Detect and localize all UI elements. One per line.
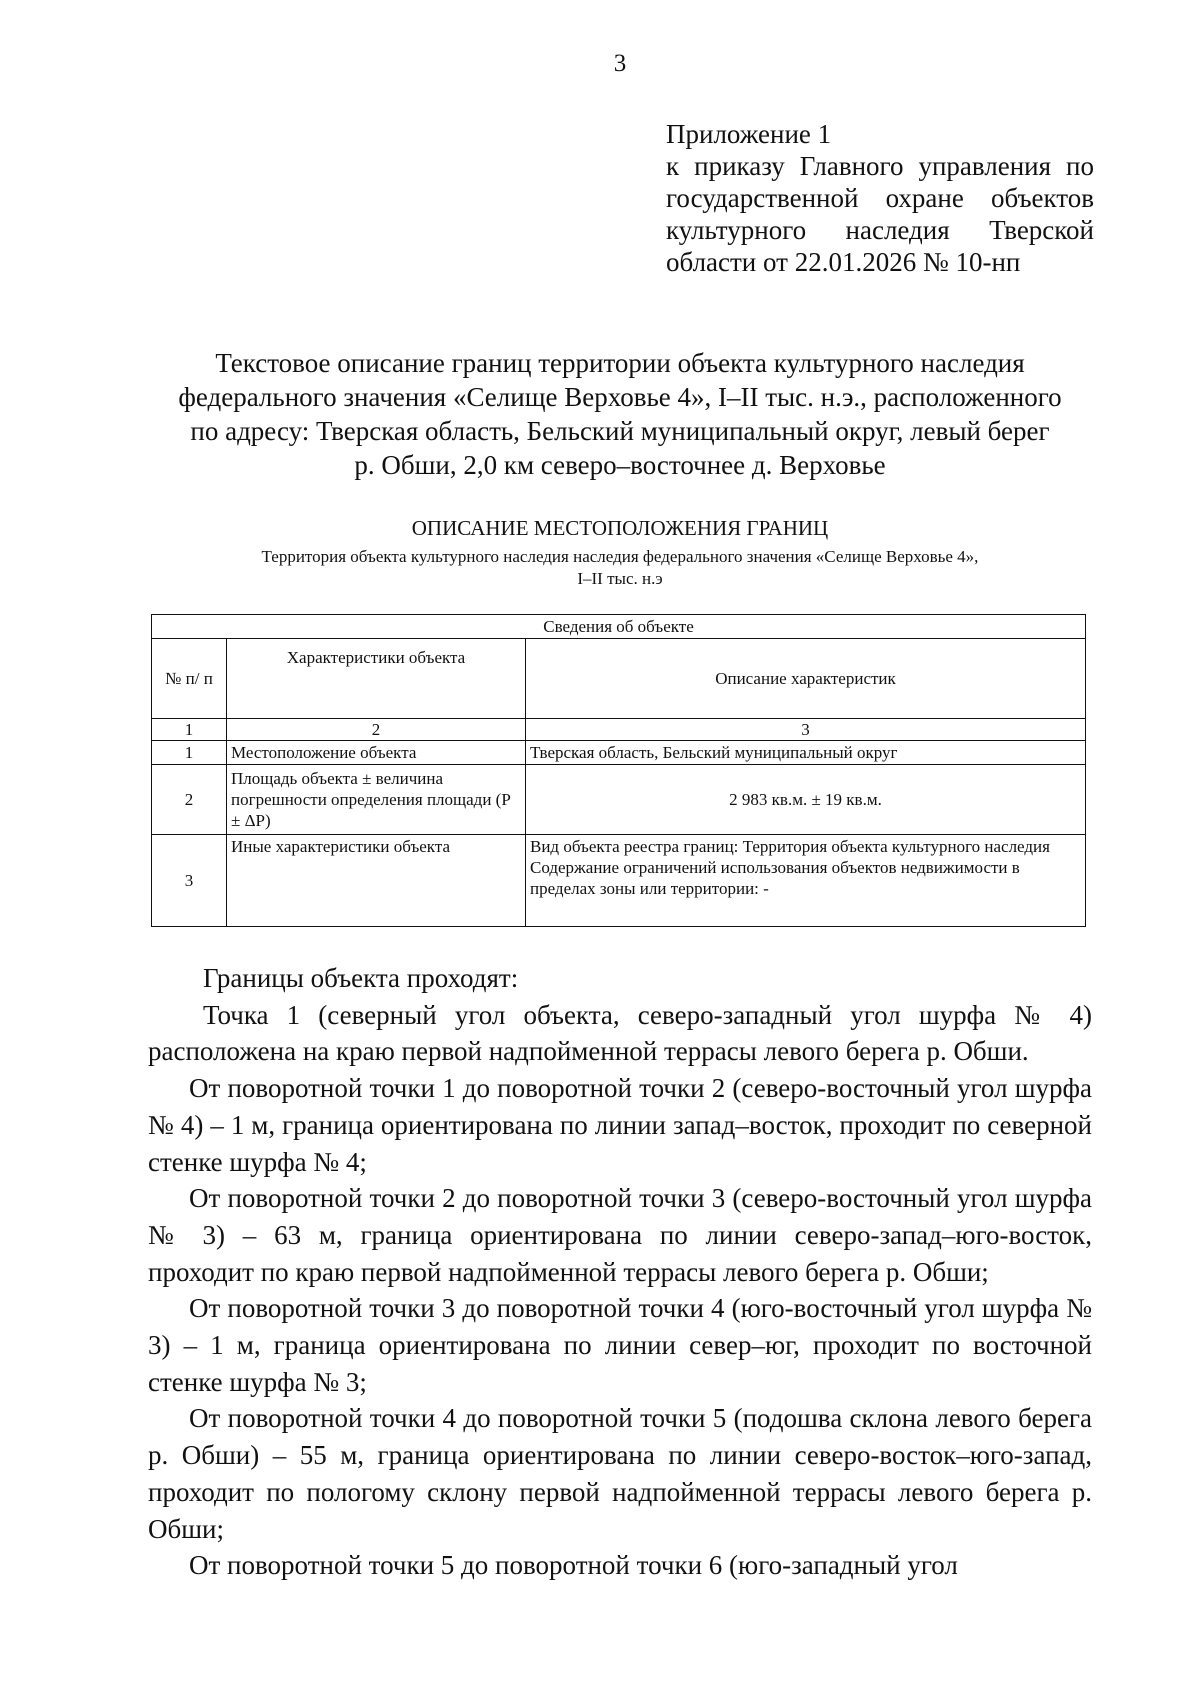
subtitle-line: Территория объекта культурного наследия наследия федерального значения «Селище Верховье 4», <box>261 547 979 566</box>
table-row <box>152 741 1086 765</box>
body-text <box>148 960 1092 1584</box>
table-column-numbers-row <box>152 719 1086 741</box>
row-number: 3 <box>152 835 227 927</box>
column-number: 1 <box>152 719 227 741</box>
row-description: 2 983 кв.м. ± 19 кв.м. <box>526 765 1086 835</box>
row-number: 1 <box>152 741 227 765</box>
body-paragraph: Границы объекта проходят: <box>203 963 519 993</box>
row-description: Тверская область, Бельский муниципальный округ <box>526 741 1086 765</box>
column-number: 3 <box>526 719 1086 741</box>
page-number: 3 <box>613 50 627 77</box>
row-number: 2 <box>152 765 227 835</box>
row-characteristic: Иные характеристики объекта <box>227 835 526 927</box>
row-description <box>526 835 1086 927</box>
header-number: № п/ п <box>152 639 227 719</box>
section-title: ОПИСАНИЕ МЕСТОПОЛОЖЕНИЯ ГРАНИЦ <box>411 516 829 540</box>
body-paragraph: Точка 1 (северный угол объекта, северо-западный угол шурфа № 4) расположена на краю первой надпойменной террасы левого берега р. Обши. <box>148 999 1092 1067</box>
section-subtitle <box>150 546 1090 590</box>
body-paragraph: От поворотной точки 5 до поворотной точки 6 (юго-западный угол <box>189 1550 958 1581</box>
appendix-block <box>666 118 1094 278</box>
body-paragraph: От поворотной точки 3 до поворотной точки 4 (юго-восточный угол шурфа № 3) – 1 м, граница ориентирована по линии север–юг, проходит по восточной стенке шурфа № 3; <box>148 1293 1092 1397</box>
row-characteristic: Местоположение объекта <box>227 741 526 765</box>
row-characteristic: Площадь объекта ± величина погрешности определения площади (Р ± ΔР) <box>227 765 526 835</box>
appendix-line: области от 22.01.2026 № 10-нп <box>666 247 1021 277</box>
body-paragraph: От поворотной точки 2 до поворотной точки 3 (северо-восточный угол шурфа № 3) – 63 м, граница ориентирована по линии северо-запад–юго-восток, проходит по краю первой надпойменной террасы левого берега р. Обши; <box>148 1183 1092 1287</box>
appendix-line: к приказу Главного управления по <box>666 151 1094 181</box>
appendix-line: государственной охране объектов <box>666 183 1094 213</box>
title-line: по адресу: Тверская область, Бельский муниципальный округ, левый берег <box>190 416 1050 446</box>
body-paragraph: От поворотной точки 1 до поворотной точки 2 (северо-восточный угол шурфа № 4) – 1 м, граница ориентирована по линии запад–восток, проходит по северной стенке шурфа № 4; <box>148 1073 1092 1177</box>
table-row <box>152 835 1086 927</box>
title-line: федерального значения «Селище Верховье 4», I–II тыс. н.э., расположенного <box>178 382 1062 412</box>
appendix-line: культурного наследия Тверской <box>666 215 1094 245</box>
table-row <box>152 765 1086 835</box>
document-title <box>150 346 1090 482</box>
table-caption-row <box>152 615 1086 639</box>
title-line: Текстовое описание границ территории объекта культурного наследия <box>215 348 1025 378</box>
description-line: Содержание ограничений использования объектов недвижимости в пределах зоны или территории: - <box>530 858 1020 898</box>
object-info-table <box>151 614 1086 927</box>
header-description: Описание характеристик <box>526 639 1086 719</box>
table-caption: Сведения об объекте <box>152 615 1086 639</box>
body-paragraph: От поворотной точки 4 до поворотной точки 5 (подошва склона левого берега р. Обши) – 55 м, граница ориентирована по линии северо-восток–юго-запад, проходит по пологому склону первой надпойменной террасы левого берега р. Обши; <box>148 1403 1092 1544</box>
column-number: 2 <box>227 719 526 741</box>
header-characteristic: Характеристики объекта <box>227 639 526 719</box>
title-line: р. Обши, 2,0 км северо–восточнее д. Верховье <box>354 450 886 480</box>
description-line: Вид объекта реестра границ: Территория объекта культурного наследия <box>530 837 1050 856</box>
table-header-row <box>152 639 1086 719</box>
appendix-line: Приложение 1 <box>666 119 832 149</box>
subtitle-line: I–II тыс. н.э <box>577 569 663 588</box>
